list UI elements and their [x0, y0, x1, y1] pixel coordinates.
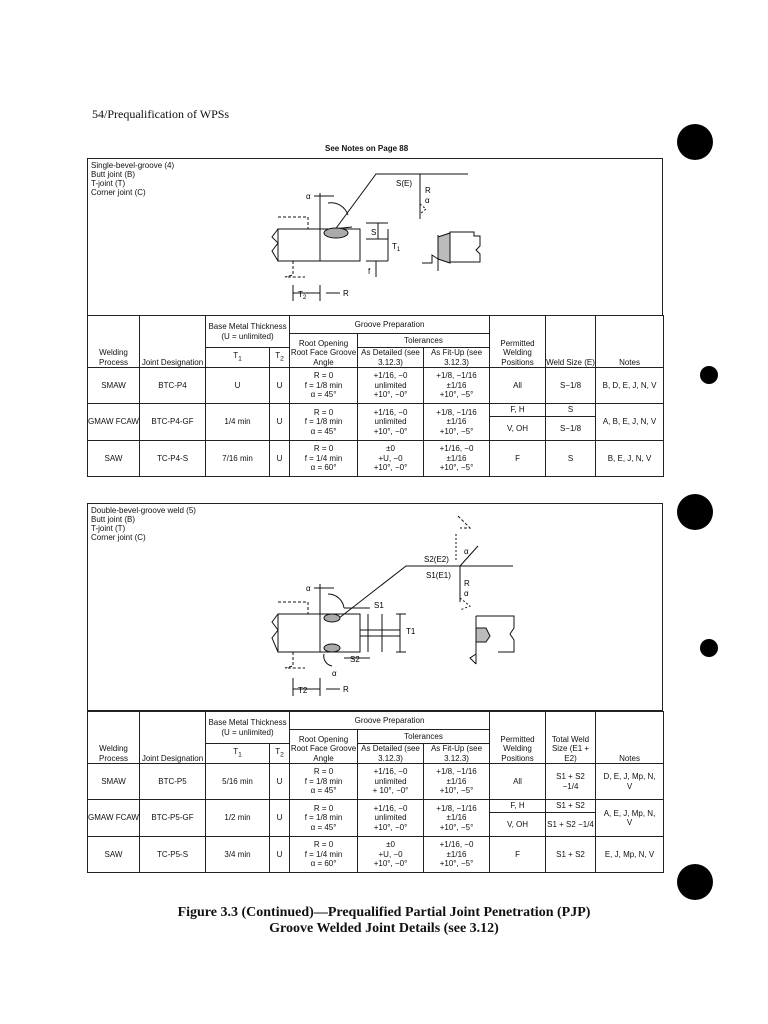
see-notes-label: See Notes on Page 88: [325, 144, 409, 153]
size-line: S1 + S2: [556, 772, 585, 781]
as-detailed-line: + 10°, −0°: [372, 786, 409, 796]
t1-cell: U: [206, 368, 270, 404]
root-cell: [290, 800, 358, 837]
t1-cell: 1/2 min: [206, 800, 270, 837]
root-line: R = 0: [313, 407, 334, 417]
s2-alpha-bottom-label: α: [332, 669, 337, 678]
positions-cell: All: [490, 764, 546, 800]
notes-cell: A, E, J, Mp, N, V: [596, 800, 664, 837]
as-fitup-cell: [424, 368, 490, 404]
size-line: S1 + S2: [556, 849, 585, 859]
s2-col-as-fitup: As Fit-Up (see 3.12.3): [424, 744, 490, 764]
s1-col-process: Welding Process: [88, 316, 140, 368]
positions-cell: [490, 404, 546, 441]
s2-col-t2-text: T: [275, 746, 281, 756]
s2-s1e1-label: S1(E1): [426, 571, 451, 580]
as-fitup-line: ±1/16: [446, 776, 467, 786]
process-cell: SAW: [88, 837, 140, 873]
root-line: f = 1/8 min: [304, 380, 343, 390]
s2-col-weld-size: Total Weld Size (E1 + E2): [546, 712, 596, 764]
s1-col-t2-sub: 2: [280, 355, 284, 363]
s1-col-designation: Joint Designation: [140, 316, 206, 368]
section2-spec-table: [87, 711, 664, 873]
as-detailed-line: unlimited: [374, 813, 407, 823]
as-fitup-line: +1/16, −0: [439, 444, 474, 454]
as-fitup-line: +10°, −5°: [439, 786, 474, 796]
s1-alpha-label: α: [306, 192, 311, 201]
s1-col-t2: [270, 348, 290, 368]
s1-col-as-detailed: As Detailed (see 3.12.3): [358, 348, 424, 368]
s2-s1-label: S1: [374, 601, 384, 610]
size-line: S1 + S2 −1/4: [547, 820, 594, 829]
notes-cell: E, J, Mp, N, V: [596, 837, 664, 873]
size-line: −1/4: [562, 781, 579, 791]
as-detailed-line: +1/16, −0: [373, 407, 408, 417]
s2-s2-label: S2: [350, 655, 360, 664]
t2-cell: U: [270, 837, 290, 873]
section2-joint-corner: Corner joint (C): [91, 533, 146, 542]
positions-line: V, OH: [506, 820, 529, 829]
t2-cell: U: [270, 368, 290, 404]
s2-col-t2-sub: 2: [280, 751, 284, 759]
as-fitup-cell: [424, 441, 490, 477]
size-cell: [546, 368, 596, 404]
root-line: α = 60°: [310, 463, 337, 473]
designation-cell: BTC-P5-GF: [140, 800, 206, 837]
positions-line: V, OH: [506, 424, 529, 433]
s1-col-notes: Notes: [596, 316, 664, 368]
t2-cell: U: [270, 800, 290, 837]
s1-col-as-fitup: As Fit-Up (see 3.12.3): [424, 348, 490, 368]
notes-cell: B, E, J, N, V: [596, 441, 664, 477]
as-detailed-cell: [358, 441, 424, 477]
s2-col-as-detailed: As Detailed (see 3.12.3): [358, 744, 424, 764]
binder-hole-3: [677, 494, 713, 530]
as-detailed-line: unlimited: [374, 776, 407, 786]
table-row: [88, 800, 664, 837]
binder-hole-1: [677, 124, 713, 160]
caption-line-1: Figure 3.3 (Continued)—Prequalified Partial Joint Penetration (PJP): [177, 905, 591, 920]
size-cell: [546, 764, 596, 800]
page-header: 54/Prequalification of WPSs: [92, 107, 230, 121]
s1-t1-label: [392, 242, 401, 253]
table-row: [88, 764, 664, 800]
s2-t1-label: T1: [406, 627, 416, 636]
s1-t2-text: T: [298, 290, 303, 299]
section1-joint-corner: Corner joint (C): [91, 188, 146, 197]
s2-col-process: Welding Process: [88, 712, 140, 764]
s1-col-groove-prep: Groove Preparation: [290, 316, 490, 334]
root-line: f = 1/8 min: [304, 776, 343, 786]
as-detailed-line: +U, −0: [378, 453, 403, 463]
root-line: R = 0: [313, 803, 334, 813]
section2-diagram-panel: [87, 503, 663, 711]
section2-joint-t: T-joint (T): [91, 524, 126, 533]
root-cell: [290, 441, 358, 477]
process-cell: SMAW: [88, 368, 140, 404]
positions-cell: [490, 800, 546, 837]
process-cell: SAW: [88, 441, 140, 477]
s1-t1-text: T: [392, 242, 397, 251]
root-line: f = 1/8 min: [304, 813, 343, 823]
s2-t2-label: T2: [298, 686, 308, 695]
root-line: f = 1/4 min: [304, 849, 343, 859]
s2-col-tolerances: Tolerances: [358, 730, 490, 744]
size-cell: [546, 837, 596, 873]
table-row: [88, 368, 664, 404]
as-detailed-line: +1/16, −0: [373, 803, 408, 813]
s2-r-dim-label: R: [343, 685, 349, 694]
as-fitup-line: ±1/16: [446, 849, 467, 859]
double-bevel-groove-diagram: [88, 504, 662, 710]
as-detailed-line: +10°, −0°: [373, 822, 408, 832]
as-fitup-cell: [424, 837, 490, 873]
binder-hole-2: [700, 366, 718, 384]
s2-col-positions: Permitted Welding Positions: [490, 712, 546, 764]
s1-f-label: f: [368, 267, 371, 276]
s1-t2-sub: 2: [302, 295, 307, 301]
size-line: S−1/8: [559, 424, 582, 433]
as-fitup-line: +10°, −5°: [439, 859, 474, 869]
root-line: f = 1/8 min: [304, 417, 343, 427]
t1-cell: 5/16 min: [206, 764, 270, 800]
t2-cell: U: [270, 441, 290, 477]
notes-cell: A, B, E, J, N, V: [596, 404, 664, 441]
designation-cell: BTC-P4: [140, 368, 206, 404]
as-fitup-line: +10°, −5°: [439, 822, 474, 832]
as-fitup-cell: [424, 800, 490, 837]
process-cell: GMAW FCAW: [88, 800, 140, 837]
size-line: S: [546, 404, 595, 417]
positions-cell: All: [490, 368, 546, 404]
caption-line-2: Groove Welded Joint Details (see 3.12): [269, 921, 499, 936]
s1-r-dim-label: R: [343, 289, 349, 298]
as-fitup-line: ±1/16: [446, 453, 467, 463]
designation-cell: BTC-P4-GF: [140, 404, 206, 441]
table-row: [88, 837, 664, 873]
section1-joint-butt: Butt joint (B): [91, 170, 136, 179]
binder-hole-5: [677, 864, 713, 900]
section1-joint-t: T-joint (T): [91, 179, 126, 188]
s1-weld-symbol-label: S(E): [396, 179, 412, 188]
designation-cell: BTC-P5: [140, 764, 206, 800]
positions-cell: F: [490, 441, 546, 477]
as-detailed-cell: [358, 837, 424, 873]
s2-alpha-symbol-label: α: [464, 589, 469, 598]
s1-col-t1-text: T: [233, 350, 239, 360]
as-detailed-line: +10°, −0°: [373, 426, 408, 436]
as-detailed-line: +U, −0: [378, 849, 403, 859]
size-line: S1 + S2: [546, 800, 595, 813]
size-line: S: [567, 453, 574, 463]
t2-cell: U: [270, 404, 290, 441]
s1-t2-label: [298, 290, 307, 301]
binder-hole-4: [700, 639, 718, 657]
as-fitup-line: ±1/16: [446, 417, 467, 427]
s1-alpha-symbol-label: α: [425, 196, 430, 205]
as-detailed-cell: [358, 404, 424, 441]
s2-s2e2-label: S2(E2): [424, 555, 449, 564]
s1-col-t2-text: T: [275, 350, 281, 360]
as-detailed-line: +1/16, −0: [373, 767, 408, 777]
size-cell: [546, 800, 596, 837]
t1-cell: 3/4 min: [206, 837, 270, 873]
s2-col-notes: Notes: [596, 712, 664, 764]
s2-col-root: Root Opening Root Face Groove Angle: [290, 730, 358, 764]
section2-joint-butt: Butt joint (B): [91, 515, 136, 524]
root-line: f = 1/4 min: [304, 453, 343, 463]
s2-col-designation: Joint Designation: [140, 712, 206, 764]
as-detailed-line: ±0: [386, 444, 395, 454]
s2-col-t1-sub: 1: [238, 751, 242, 759]
root-line: α = 45°: [310, 822, 337, 832]
as-detailed-cell: [358, 368, 424, 404]
notes-cell: B, D, E, J, N, V: [596, 368, 664, 404]
root-cell: [290, 404, 358, 441]
s2-col-t1-text: T: [233, 746, 239, 756]
s2-col-t2: [270, 744, 290, 764]
as-fitup-line: +10°, −5°: [439, 390, 474, 400]
s1-col-root: Root Opening Root Face Groove Angle: [290, 334, 358, 368]
as-detailed-cell: [358, 800, 424, 837]
section1-diagram-panel: [87, 158, 663, 316]
s2-col-groove-prep: Groove Preparation: [290, 712, 490, 730]
positions-cell: F: [490, 837, 546, 873]
as-detailed-line: +10°, −0°: [373, 463, 408, 473]
as-fitup-line: +1/8, −1/16: [436, 767, 477, 777]
root-line: α = 60°: [310, 859, 337, 869]
process-cell: GMAW FCAW: [88, 404, 140, 441]
section1-title: Single-bevel-groove (4): [91, 161, 175, 170]
table-row: [88, 404, 664, 441]
root-line: α = 45°: [310, 426, 337, 436]
as-detailed-line: ±0: [386, 840, 395, 850]
as-fitup-line: +10°, −5°: [439, 426, 474, 436]
s2-r-symbol-label: R: [464, 579, 470, 588]
notes-cell: D, E, J, Mp, N, V: [596, 764, 664, 800]
s1-r-symbol-label: R: [425, 186, 431, 195]
table-row: [88, 441, 664, 477]
section1-spec-table: [87, 315, 664, 477]
root-cell: [290, 837, 358, 873]
root-cell: [290, 764, 358, 800]
process-cell: SMAW: [88, 764, 140, 800]
single-bevel-groove-diagram: [88, 159, 662, 315]
designation-cell: TC-P5-S: [140, 837, 206, 873]
t1-cell: 1/4 min: [206, 404, 270, 441]
s2-alpha-label: α: [306, 584, 311, 593]
s1-s-label: S: [371, 228, 377, 237]
as-detailed-line: +10°, −0°: [373, 859, 408, 869]
s1-col-t1: [206, 348, 270, 368]
s1-col-base-metal: Base Metal Thickness (U = unlimited): [206, 316, 290, 348]
root-line: R = 0: [313, 444, 334, 454]
as-fitup-line: +1/16, −0: [439, 840, 474, 850]
as-fitup-line: ±1/16: [446, 813, 467, 823]
s2-col-base-metal: Base Metal Thickness (U = unlimited): [206, 712, 290, 744]
s2-col-t1: [206, 744, 270, 764]
as-detailed-line: +10°, −0°: [373, 390, 408, 400]
positions-line: F, H: [490, 404, 545, 417]
as-fitup-line: +10°, −5°: [439, 463, 474, 473]
as-detailed-line: +1/16, −0: [373, 371, 408, 381]
as-detailed-line: unlimited: [374, 380, 407, 390]
s2-alpha-top-label: α: [464, 547, 469, 556]
root-cell: [290, 368, 358, 404]
s1-t1-sub: 1: [396, 247, 401, 253]
size-line: S−1/8: [559, 380, 582, 390]
as-fitup-line: +1/8, −1/16: [436, 371, 477, 381]
s1-col-t1-sub: 1: [238, 355, 242, 363]
size-cell: [546, 441, 596, 477]
s1-col-tolerances: Tolerances: [358, 334, 490, 348]
t2-cell: U: [270, 764, 290, 800]
s1-col-weld-size: Weld Size (E): [546, 316, 596, 368]
root-line: α = 45°: [310, 390, 337, 400]
figure-caption: [0, 905, 768, 937]
positions-line: F, H: [490, 800, 545, 813]
root-line: R = 0: [313, 371, 334, 381]
s1-col-positions: Permitted Welding Positions: [490, 316, 546, 368]
root-line: R = 0: [313, 767, 334, 777]
root-line: α = 45°: [310, 786, 337, 796]
as-fitup-line: ±1/16: [446, 380, 467, 390]
t1-cell: 7/16 min: [206, 441, 270, 477]
designation-cell: TC-P4-S: [140, 441, 206, 477]
size-cell: [546, 404, 596, 441]
as-detailed-line: unlimited: [374, 417, 407, 427]
as-fitup-line: +1/8, −1/16: [436, 803, 477, 813]
as-detailed-cell: [358, 764, 424, 800]
as-fitup-line: +1/8, −1/16: [436, 407, 477, 417]
as-fitup-cell: [424, 404, 490, 441]
as-fitup-cell: [424, 764, 490, 800]
root-line: R = 0: [313, 840, 334, 850]
section2-title: Double-bevel-groove weld (5): [91, 506, 196, 515]
